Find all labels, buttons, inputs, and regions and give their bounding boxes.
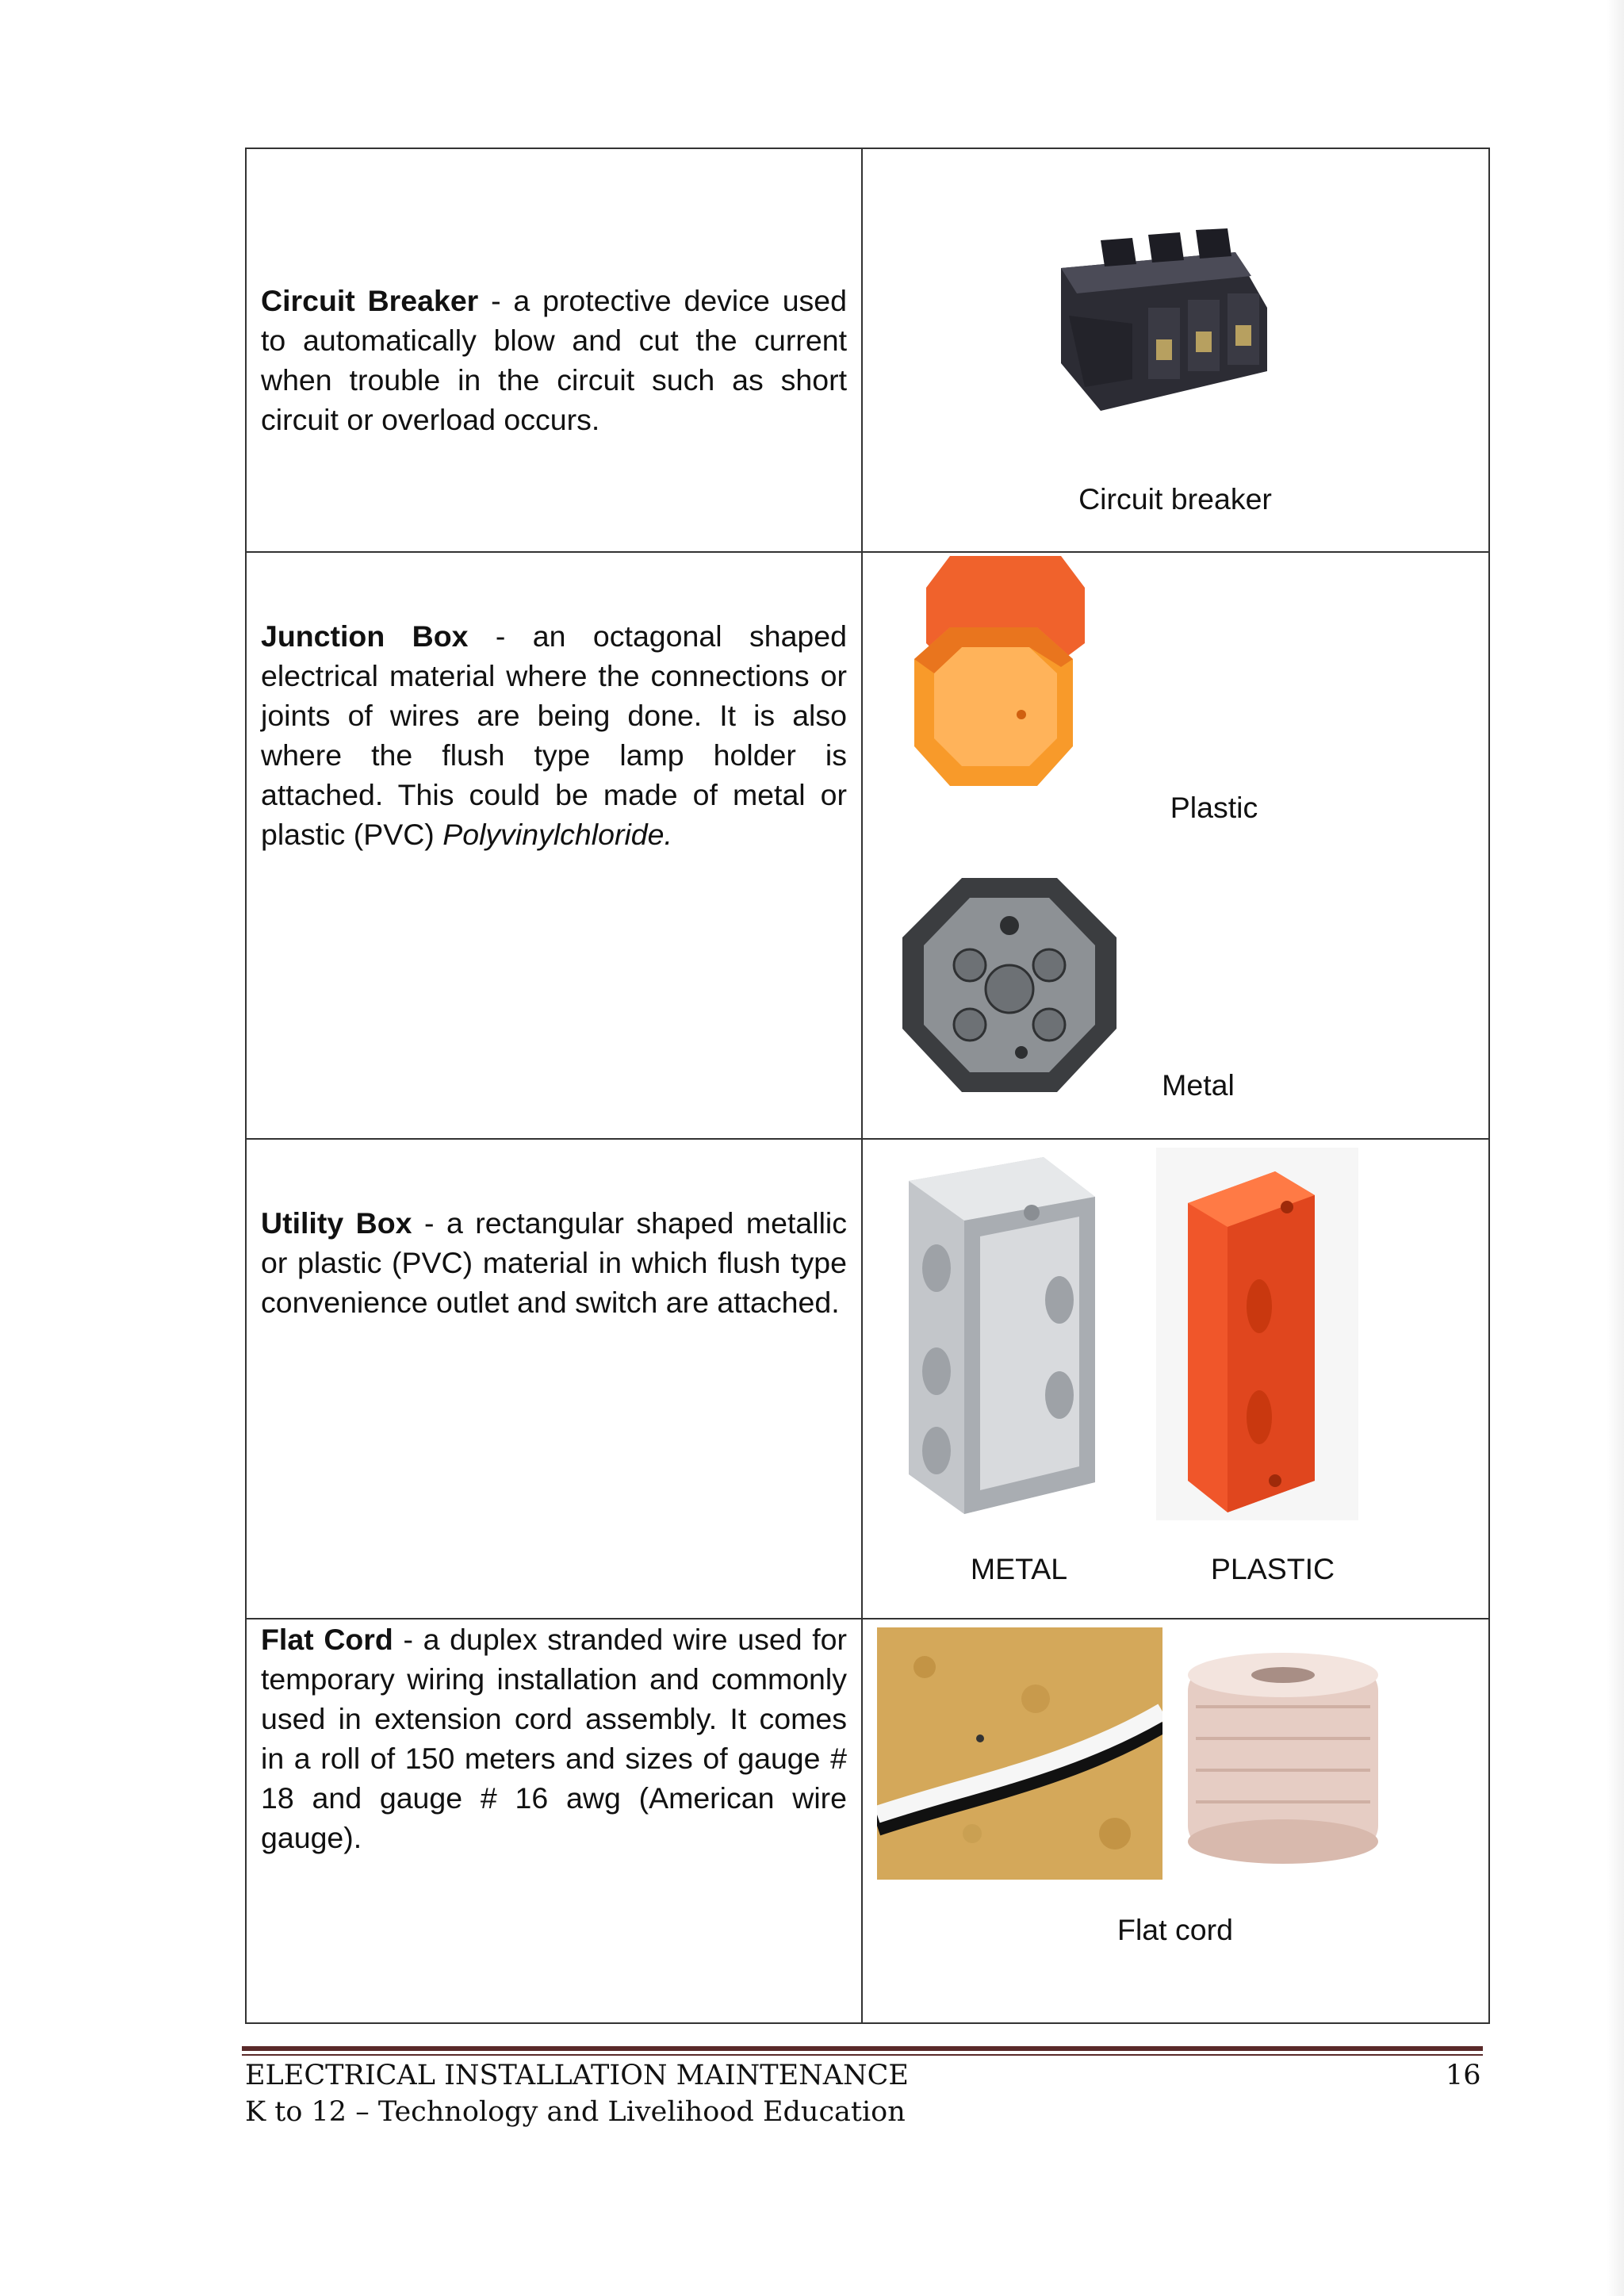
- picture-cell: [862, 148, 1489, 552]
- metal-junction-box-image: [891, 870, 1128, 1108]
- caption-metal: Metal: [1162, 1068, 1235, 1102]
- picture-cell: [862, 552, 1489, 1139]
- picture-cell: [862, 1139, 1489, 1619]
- description-cell: [246, 1139, 862, 1619]
- term-flat-cord: Flat Cord: [261, 1623, 393, 1656]
- description-cell: [246, 552, 862, 1139]
- table-row: [246, 1619, 1489, 2023]
- description-cell: [246, 148, 862, 552]
- term-junction-box: Junction Box: [261, 619, 469, 653]
- utility-box-description: Utility Box - a rectangular shaped metallic or plastic (PVC) material in which flush type convenience outlet and switch are attached.: [261, 1206, 847, 1319]
- caption-flat-cord: Flat cord: [1117, 1913, 1233, 1946]
- caption-metal-utility: METAL: [970, 1552, 1068, 1585]
- plastic-junction-box-image: [902, 556, 1093, 818]
- metal-utility-box-image: [885, 1149, 1099, 1522]
- circuit-breaker-description: Circuit Breaker - a protective device used to automatically blow and cut the current when trouble in the circuit such as short circuit or overload occurs.: [261, 284, 848, 436]
- caption-circuit-breaker: Circuit breaker: [1078, 482, 1272, 516]
- table-row: [246, 1139, 1489, 1619]
- junction-box-description: Junction Box - an octagonal shaped electrical material where the connections or joints of wires are being done. It is also where the flush type lamp holder is attached. This could be made of metal or plastic (PVC) Polyvinylchloride.: [261, 619, 847, 851]
- footer-title: ELECTRICAL INSTALLATION MAINTENANCE: [245, 2060, 909, 2091]
- page-edge-shadow: [1607, 0, 1624, 2296]
- circuit-breaker-image: [1037, 220, 1275, 427]
- footer-rule: [242, 2046, 1483, 2051]
- flat-cord-description: Flat Cord - a duplex stranded wire used for temporary wiring installation and commonly used in extension cord assembly. It comes in a roll of 150 meters and sizes of gauge # 18 and gauge # 16 awg (American wire gauge).: [261, 1623, 847, 1854]
- page-number: 16: [1446, 2060, 1481, 2091]
- table-row: [246, 148, 1489, 552]
- plastic-utility-box-image: [1156, 1148, 1358, 1520]
- description-cell: [246, 1619, 862, 2023]
- picture-cell: [862, 1619, 1489, 2023]
- materials-table: [245, 148, 1490, 2024]
- footer-subtitle: K to 12 – Technology and Livelihood Education: [245, 2096, 906, 2128]
- caption-plastic: Plastic: [1170, 791, 1258, 824]
- caption-plastic-utility: PLASTIC: [1210, 1552, 1335, 1585]
- table-row: [246, 552, 1489, 1139]
- flat-cord-roll-image: [1164, 1643, 1410, 1873]
- term-utility-box: Utility Box: [261, 1206, 412, 1240]
- term-circuit-breaker: Circuit Breaker: [261, 284, 479, 317]
- footer-rule-thin: [242, 2054, 1483, 2056]
- flat-cord-strip-image: [877, 1627, 1162, 1880]
